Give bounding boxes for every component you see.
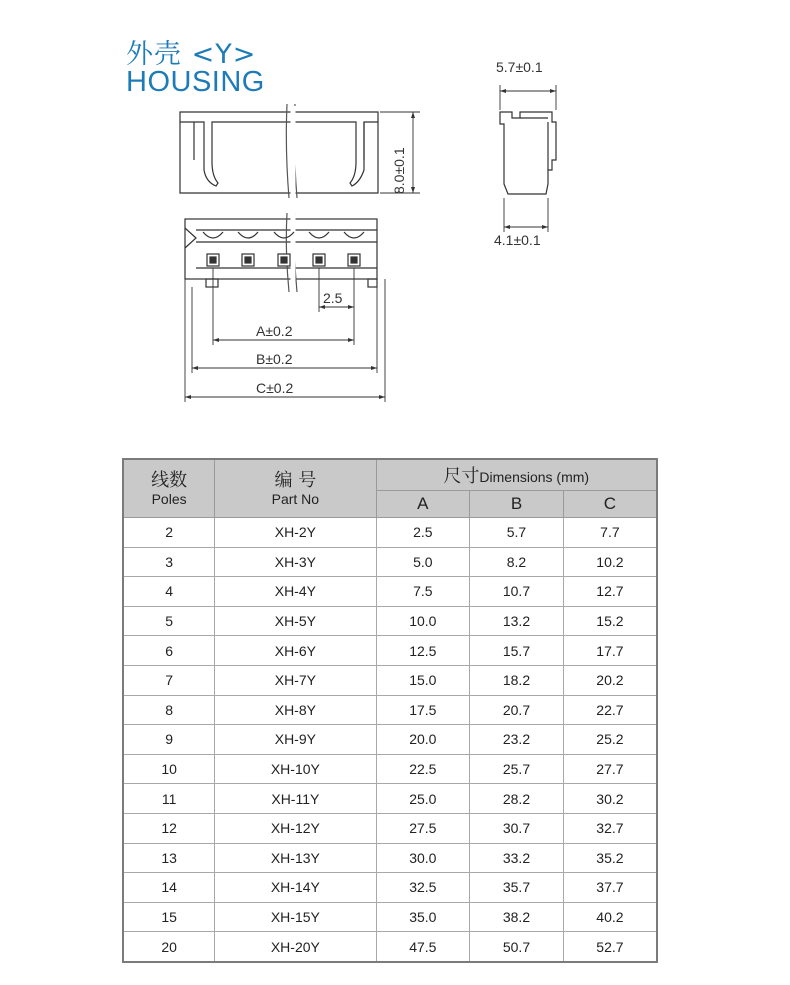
cell-b: 18.2 — [470, 665, 564, 695]
cell-poles: 9 — [123, 725, 215, 755]
cell-part: XH-12Y — [215, 813, 376, 843]
cell-a: 15.0 — [376, 665, 470, 695]
cell-a: 7.5 — [376, 577, 470, 607]
cell-b: 5.7 — [470, 518, 564, 548]
cell-part: XH-7Y — [215, 665, 376, 695]
cell-poles: 3 — [123, 547, 215, 577]
cell-poles: 12 — [123, 813, 215, 843]
dim-width-top: 5.7±0.1 — [496, 59, 543, 75]
header-dimensions: 尺寸Dimensions (mm) — [376, 459, 657, 491]
header-col-a: A — [376, 491, 470, 518]
cell-poles: 15 — [123, 902, 215, 932]
table-row — [123, 547, 657, 577]
cell-poles: 5 — [123, 606, 215, 636]
header-poles: 线数 Poles — [123, 459, 215, 518]
table-row — [123, 518, 657, 548]
cell-b: 50.7 — [470, 932, 564, 962]
cell-b: 38.2 — [470, 902, 564, 932]
cell-c: 7.7 — [563, 518, 657, 548]
cell-b: 20.7 — [470, 695, 564, 725]
table-row — [123, 577, 657, 607]
cell-c: 30.2 — [563, 784, 657, 814]
cell-c: 37.7 — [563, 873, 657, 903]
cell-a: 25.0 — [376, 784, 470, 814]
cell-part: XH-2Y — [215, 518, 376, 548]
cell-poles: 20 — [123, 932, 215, 962]
cell-b: 35.7 — [470, 873, 564, 903]
table-row — [123, 606, 657, 636]
table-row — [123, 784, 657, 814]
cell-c: 10.2 — [563, 547, 657, 577]
cell-a: 12.5 — [376, 636, 470, 666]
cell-c: 15.2 — [563, 606, 657, 636]
table-body — [123, 518, 657, 962]
cell-part: XH-13Y — [215, 843, 376, 873]
cell-c: 27.7 — [563, 754, 657, 784]
cell-c: 22.7 — [563, 695, 657, 725]
dim-a: A±0.2 — [256, 323, 293, 339]
cell-a: 27.5 — [376, 813, 470, 843]
cell-b: 33.2 — [470, 843, 564, 873]
cell-part: XH-14Y — [215, 873, 376, 903]
front-view — [180, 104, 378, 200]
cell-b: 30.7 — [470, 813, 564, 843]
table-row — [123, 843, 657, 873]
cell-c: 52.7 — [563, 932, 657, 962]
title-english: HOUSING — [126, 66, 265, 98]
dim-pitch: 2.5 — [323, 290, 343, 306]
cell-c: 35.2 — [563, 843, 657, 873]
dim-c: C±0.2 — [256, 380, 294, 396]
cell-poles: 6 — [123, 636, 215, 666]
cell-part: XH-6Y — [215, 636, 376, 666]
cell-b: 15.7 — [470, 636, 564, 666]
cell-part: XH-15Y — [215, 902, 376, 932]
cell-c: 32.7 — [563, 813, 657, 843]
cell-poles: 8 — [123, 695, 215, 725]
cell-a: 2.5 — [376, 518, 470, 548]
header-part-no: 编 号 Part No — [215, 459, 376, 518]
side-view — [500, 112, 556, 194]
dim-b: B±0.2 — [256, 351, 293, 367]
header-col-c: C — [563, 491, 657, 518]
cell-a: 20.0 — [376, 725, 470, 755]
cell-part: XH-3Y — [215, 547, 376, 577]
table-row — [123, 754, 657, 784]
cell-poles: 4 — [123, 577, 215, 607]
cell-part: XH-20Y — [215, 932, 376, 962]
cell-part: XH-10Y — [215, 754, 376, 784]
table-row — [123, 813, 657, 843]
cell-part: XH-11Y — [215, 784, 376, 814]
cell-b: 25.7 — [470, 754, 564, 784]
cell-part: XH-8Y — [215, 695, 376, 725]
title-chinese: 外壳 <Y> — [126, 39, 257, 70]
top-view — [185, 213, 377, 292]
cell-a: 30.0 — [376, 843, 470, 873]
dim-width-bottom: 4.1±0.1 — [494, 232, 541, 248]
dimensions-table — [122, 458, 658, 963]
cell-part: XH-5Y — [215, 606, 376, 636]
cell-a: 22.5 — [376, 754, 470, 784]
cell-c: 20.2 — [563, 665, 657, 695]
cell-a: 32.5 — [376, 873, 470, 903]
table-row — [123, 725, 657, 755]
cell-b: 28.2 — [470, 784, 564, 814]
table-row — [123, 636, 657, 666]
cell-a: 5.0 — [376, 547, 470, 577]
cell-b: 10.7 — [470, 577, 564, 607]
table-row — [123, 902, 657, 932]
cell-poles: 11 — [123, 784, 215, 814]
table-row — [123, 932, 657, 962]
cell-c: 40.2 — [563, 902, 657, 932]
housing-drawing — [0, 0, 790, 430]
dim-height: 8.0±0.1 — [391, 147, 407, 194]
cell-c: 17.7 — [563, 636, 657, 666]
table-row — [123, 665, 657, 695]
cell-poles: 2 — [123, 518, 215, 548]
cell-a: 35.0 — [376, 902, 470, 932]
cell-a: 17.5 — [376, 695, 470, 725]
table-row — [123, 873, 657, 903]
cell-a: 47.5 — [376, 932, 470, 962]
cell-c: 25.2 — [563, 725, 657, 755]
cell-b: 13.2 — [470, 606, 564, 636]
cell-poles: 10 — [123, 754, 215, 784]
pin-contacts — [203, 232, 364, 266]
table-row — [123, 695, 657, 725]
cell-b: 8.2 — [470, 547, 564, 577]
cell-poles: 13 — [123, 843, 215, 873]
cell-a: 10.0 — [376, 606, 470, 636]
cell-b: 23.2 — [470, 725, 564, 755]
cell-poles: 7 — [123, 665, 215, 695]
cell-poles: 14 — [123, 873, 215, 903]
cell-part: XH-4Y — [215, 577, 376, 607]
header-col-b: B — [470, 491, 564, 518]
cell-part: XH-9Y — [215, 725, 376, 755]
cell-c: 12.7 — [563, 577, 657, 607]
